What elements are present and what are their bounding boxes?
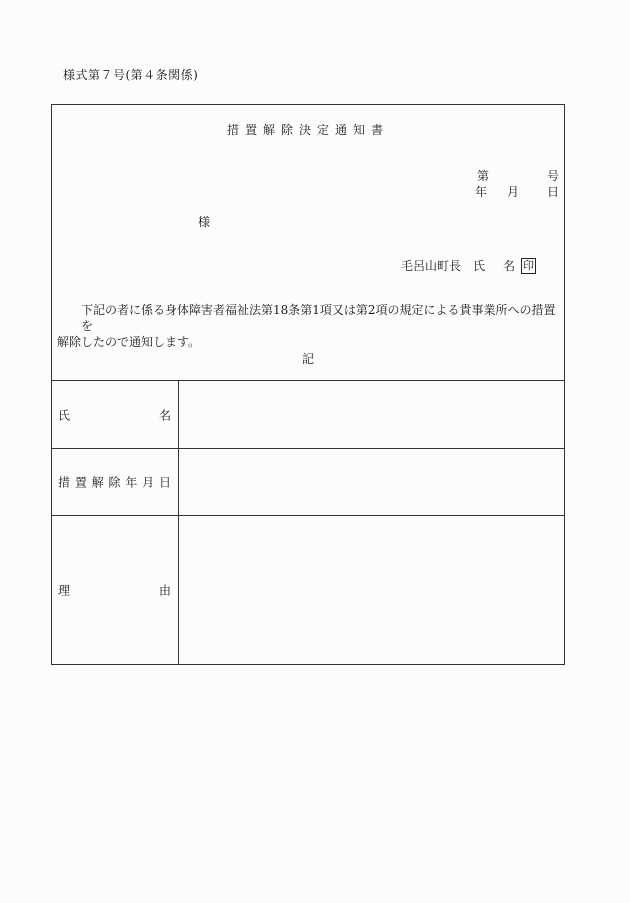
label-release-date-char: 除: [108, 475, 121, 490]
issuer-name-label-shi: 氏: [472, 259, 485, 273]
label-release-date-char: 置: [74, 475, 87, 490]
table-row-name: [52, 381, 564, 449]
number-prefix: 第: [477, 169, 490, 183]
body-line-2: 解除したので通知します。: [57, 335, 201, 349]
label-release-date-char: 年: [125, 475, 138, 490]
number-suffix: 号: [546, 169, 559, 183]
label-name-right: 名: [158, 408, 171, 422]
label-release-date-char: 解: [91, 475, 104, 490]
table-row-reason: [52, 516, 564, 664]
label-release-date-char: 日: [158, 475, 171, 490]
label-cell-name: [52, 381, 179, 448]
date-year: 年: [475, 185, 488, 199]
ki-heading: 記: [301, 352, 314, 366]
label-reason-right: 由: [158, 583, 171, 598]
notice-header: [52, 105, 564, 381]
value-cell-release-date[interactable]: [179, 449, 564, 515]
label-release-date: [58, 474, 171, 491]
date-day: 日: [547, 185, 560, 199]
label-reason: [58, 582, 171, 599]
label-reason-left: 理: [58, 583, 71, 598]
seal-stamp: 印: [523, 258, 534, 272]
label-cell-reason: [52, 516, 179, 664]
label-cell-release-date: [52, 449, 179, 515]
label-name: [58, 406, 171, 423]
issuer-title: 毛呂山町長: [400, 259, 461, 273]
label-name-left: 氏: [58, 408, 71, 422]
date-month: 月: [507, 185, 520, 199]
value-cell-name[interactable]: [179, 381, 564, 448]
document-number-line: [477, 167, 559, 184]
form-number-label: 様式第７号(第４条関係): [63, 68, 199, 82]
issuer-signature-line: [401, 257, 536, 274]
addressee: 様: [198, 215, 211, 229]
body-line-1: 下記の者に係る身体障害者福祉法第18条第1項又は第2項の規定による貴事業所への措置を: [81, 303, 556, 333]
label-release-date-char: 措: [58, 475, 71, 490]
document-title: 措置解除決定通知書: [226, 123, 389, 137]
value-cell-reason[interactable]: [179, 516, 564, 664]
issuer-name-label-mei: 名: [502, 259, 515, 273]
table-row-release-date: [52, 449, 564, 516]
label-release-date-char: 月: [142, 475, 155, 490]
notice-body: [57, 302, 561, 350]
issue-date-line: [475, 183, 559, 200]
notice-form: [51, 104, 565, 665]
